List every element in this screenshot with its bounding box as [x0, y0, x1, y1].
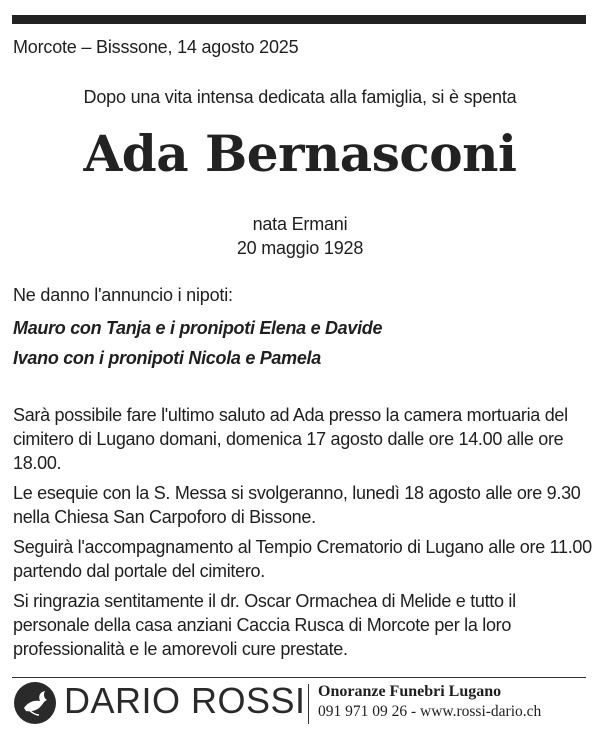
brand-name: DARIO ROSSI — [64, 680, 306, 721]
dove-icon — [14, 682, 56, 724]
details-text — [13, 403, 593, 667]
brand-divider — [308, 684, 309, 724]
maiden-name: nata Ermani — [252, 214, 348, 234]
viewing-paragraph: Sarà possibile fare l'ultimo saluto ad Ada presso la camera mortuaria del cimitero di Lugano domani, domenica 17 agosto dalle ore 14.00 alle ore 18.00. — [13, 405, 568, 473]
birth-info — [0, 212, 600, 260]
birth-date: 20 maggio 1928 — [236, 238, 364, 258]
funeral-paragraph: Le esequie con la S. Messa si svolgeranno, lunedì 18 agosto alle ore 9.30 nella Chiesa San Carpoforo di Bissone. — [13, 483, 581, 527]
footer-rule — [12, 677, 586, 678]
relatives-list — [13, 313, 382, 373]
contact-info: 091 971 09 26 - www.rossi-dario.ch — [318, 703, 542, 720]
announcement-lead: Ne danno l'annuncio i nipoti: — [13, 285, 233, 305]
company-name: Onoranze Funebri Lugano — [318, 683, 502, 700]
deceased-name: Ada Bernasconi — [83, 124, 517, 183]
cremation-paragraph: Seguirà l'accompagnamento al Tempio Crematorio di Lugano alle ore 11.00 partendo dal portale del cimitero. — [13, 537, 592, 581]
top-rule — [12, 15, 586, 24]
dateline: Morcote – Bisssone, 14 agosto 2025 — [13, 37, 299, 57]
relative-line: Mauro con Tanja e i pronipoti Elena e Davide — [13, 318, 383, 338]
thanks-paragraph: Si ringrazia sentitamente il dr. Oscar Ormachea di Melide e tutto il personale della casa anziani Caccia Rusca di Morcote per la loro professionalità e le amorevoli cure prestate. — [13, 591, 516, 659]
relative-line: Ivano con i pronipoti Nicola e Pamela — [13, 348, 321, 368]
intro-line: Dopo una vita intensa dedicata alla famiglia, si è spenta — [83, 87, 517, 107]
